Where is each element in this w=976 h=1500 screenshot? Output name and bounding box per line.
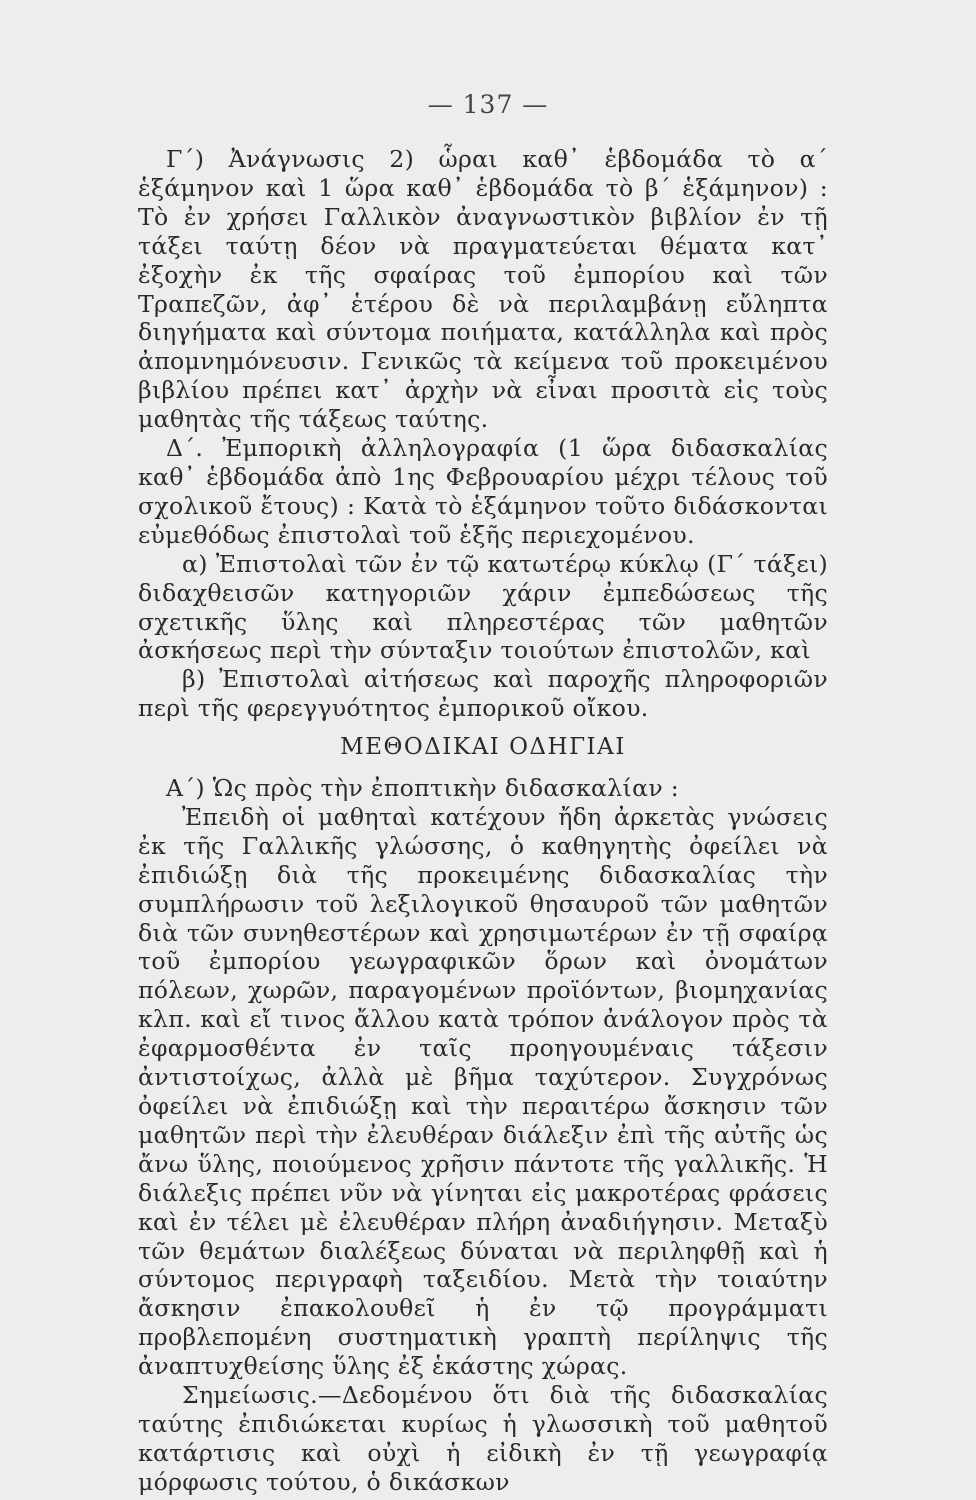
subsection-heading: Α΄) Ὡς πρὸς τὴν ἐποπτικὴν διδασκαλίαν : (166, 774, 680, 803)
paragraph-epeidi: Ἐπειδὴ οἱ μαθηταὶ κατέχουν ἤδη ἀρκετὰς γνώσεις ἐκ τῆς Γαλλικῆς γλώσσης, ὁ καθηγητὴς ὀφείλει νὰ ἐπιδιώξῃ διὰ τῆς προκειμένης διδασκαλίας τὴν συμπλήρωσιν τοῦ λεξιλογικοῦ θησαυροῦ τῶν μαθητῶν διὰ τῶν συνηθεστέρων καὶ χρησιμωτέρων ἐν τῇ σφαίρᾳ τοῦ ἐμπορίου γεωγραφικῶν ὅρων καὶ ὀνομάτων πόλεων, χωρῶν, παραγομένων προϊόντων, βιομηχανίας κλπ. καὶ εἴ τινος ἄλλου κατὰ τρόπον ἀνάλογον πρὸς τὰ ἐφαρμοσθέντα ἐν ταῖς προηγουμέναις τάξεσιν ἀντιστοίχως, ἀλλὰ μὲ βῆμα ταχύτερον. Συγχρόνως ὀφείλει νὰ ἐπιδιώξῃ καὶ τὴν περαιτέρω ἄσκησιν τῶν μαθητῶν περὶ τὴν ἐλευθέραν διάλεξιν ἐπὶ τῆς αὐτῆς ὡς ἄνω ὕλης, ποιούμενος χρῆσιν πάντοτε τῆς γαλλικῆς. Ἡ διάλεξις πρέπει νῦν νὰ γίνηται εἰς μακροτέρας φράσεις καὶ ἐν τέλει μὲ ἐλευθέραν πλήρη ἀναδιήγησιν. Μεταξὺ τῶν θεμάτων διαλέξεως δύναται νὰ περιληφθῇ καὶ ἡ σύντομος περιγραφὴ ταξειδίου. Μετὰ τὴν τοιαύτην ἄσκησιν ἐπακολουθεῖ ἡ ἐν τῷ προγράμματι προβλεπομένη συστηματικὴ γραπτὴ περίληψις τῆς ἀναπτυχθείσης ὕλης ἐξ ἑκάστης χώρας. (138, 802, 828, 1381)
paragraph-anagnosis: Γ΄) Ἀνάγνωσις 2) ὧραι καθ᾽ ἑβδομάδα τὸ α΄ ἑξάμηνον καὶ 1 ὥρα καθ᾽ ἑβδομάδα τὸ β΄ ἑξάμηνον) : Τὸ ἐν χρήσει Γαλλικὸν ἀναγνωστικὸν βιβλίον ἐν τῇ τάξει ταύτῃ δέον νὰ πραγματεύεται θέματα κατ᾽ ἐξοχὴν ἐκ τῆς σφαίρας τοῦ ἐμπορίου καὶ τῶν Τραπεζῶν, ἀφ᾽ ἑτέρου δὲ νὰ περιλαμβάνῃ εὔληπτα διηγήματα καὶ σύντομα ποιήματα, κατάλληλα καὶ πρὸς ἀπομνημόνευσιν. Γενικῶς τὰ κείμενα τοῦ προκειμένου βιβλίου πρέπει κατ᾽ ἀρχὴν νὰ εἶναι προσιτὰ εἰς τοὺς μαθητὰς τῆς τάξεως ταύτης. (138, 145, 828, 434)
body-text (138, 145, 828, 1497)
paragraph-epistolai-a: α) Ἐπιστολαὶ τῶν ἐν τῷ κατωτέρῳ κύκλῳ (Γ΄ τάξει) διδαχθεισῶν κατηγοριῶν χάριν ἐμπεδώσεως τῆς σχετικῆς ὕλης καὶ πληρεστέρας τῶν μαθητῶν ἀσκήσεως περὶ τὴν σύνταξιν τοιούτων ἐπιστολῶν, καὶ (138, 549, 828, 665)
paragraph-epistolai-b: β) Ἐπιστολαὶ αἰτήσεως καὶ παροχῆς πληροφοριῶν περὶ τῆς φερεγγυότητος ἐμπορικοῦ οἴκου. (138, 665, 828, 723)
section-title: ΜΕΘΟΔΙΚΑΙ ΟΔΗΓΙΑΙ (340, 734, 626, 761)
page-number: — 137 — (427, 90, 549, 119)
paragraph-allilografia: Δ΄. Ἐμπορικὴ ἀλληλογραφία (1 ὥρα διδασκαλίας καθ᾽ ἑβδομάδα ἀπὸ 1ης Φεβρουαρίου μέχρι τέλους τοῦ σχολικοῦ ἔτους) : Κατὰ τὸ ἑξάμηνον τοῦτο διδάσκονται εὐμεθόδως ἐπιστολαὶ τοῦ ἑξῆς περιεχομένου. (138, 434, 828, 549)
paragraph-simeiosis: Σημείωσις.—Δεδομένου ὅτι διὰ τῆς διδασκαλίας ταύτης ἐπιδιώκεται κυρίως ἡ γλωσσικὴ τοῦ μαθητοῦ κατάρτισις καὶ οὐχὶ ἡ εἰδικὴ ἐν τῇ γεωγραφίᾳ μόρφωσις τούτου, ὁ δικάσκων (138, 1381, 828, 1496)
